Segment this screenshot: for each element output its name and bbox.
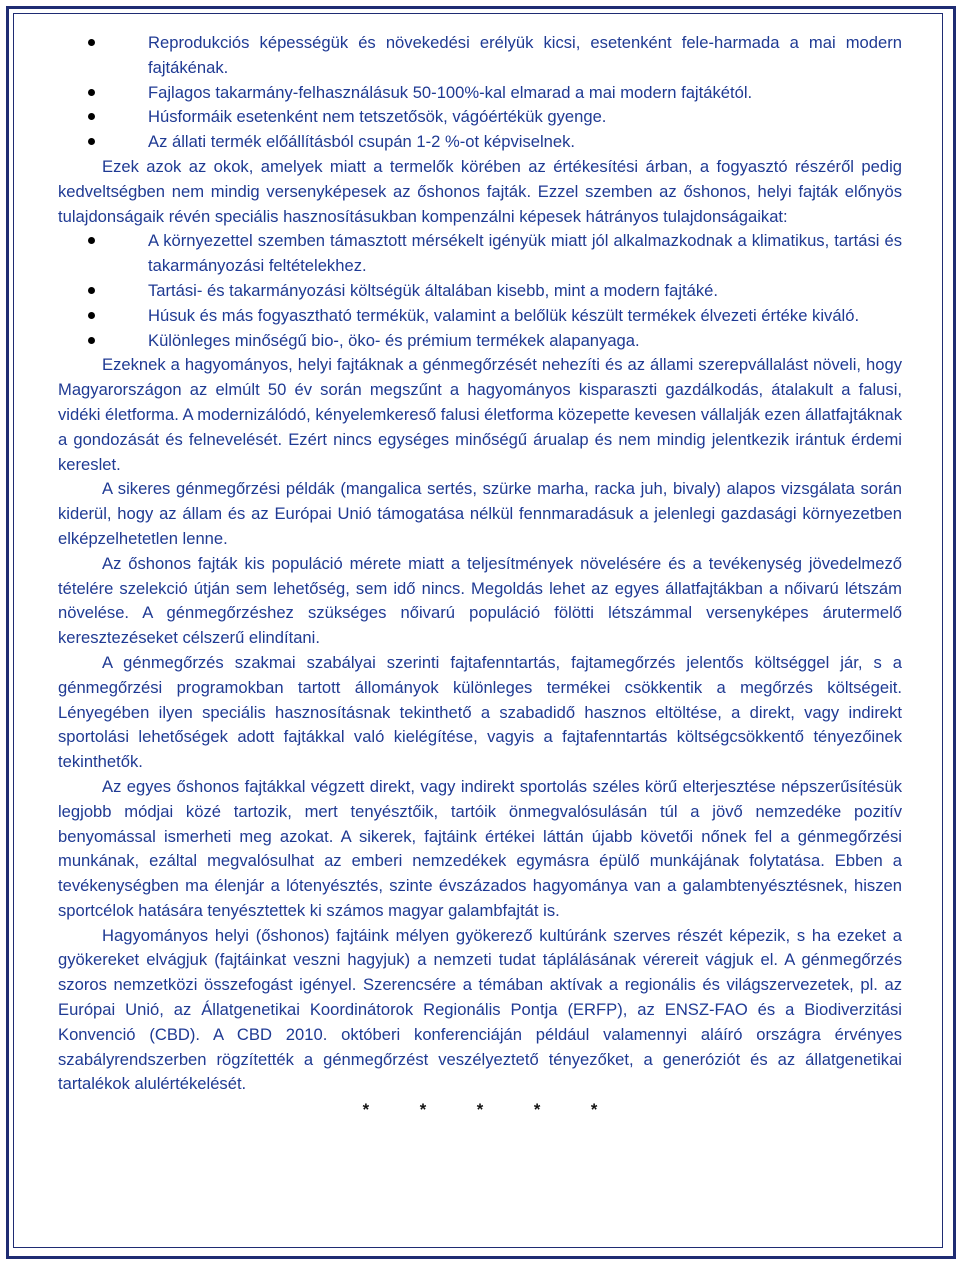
paragraph: Az egyes őshonos fajtákkal végzett direkt, vagy indirekt sportolás széles körű elterjesztése népszerűsítésük legjobb módjai közé tartozik, mert tenyésztőik, tartóik önmegvalósulásán túl a jövő nemzedéke pozitív benyomással ismerheti meg azokat. A sikerek, fajtáink értékei láttán újabb követői nőnek fel a génmegőrzési munkának, ezáltal megvalósulhat az emberi nemzedékek egymásra épülő munkájának folytatása. Ebben a tevékenységben ma élenjár a lótenyésztés, szinte évszázados hagyománya van a galambtenyésztésnek, hiszen sportcélok hatására tenyésztettek ki számos magyar galambfajtát is. [58,776,902,920]
bullet-icon [88,337,95,344]
list-item: A környezettel szemben támasztott mérsékelt igényük miatt jól alkalmazkodnak a klimatikus, tartási és takarmányozási feltételekhez. [58,229,902,279]
disadvantages-list [58,31,902,155]
list-item: Tartási- és takarmányozási költségük általában kisebb, mint a modern fajtáké. [58,279,902,304]
advantages-list [58,229,902,353]
section-separator: * * * * * [362,1100,598,1120]
bullet-icon [88,138,95,145]
paragraph: A génmegőrzés szakmai szabályai szerinti fajtafenntartás, fajtamegőrzés jelentős költséggel jár, s a génmegőrzési programokban tartott állományok különleges termékei csökkentik a megőrzés költségeit. Lényegében ilyen speciális hasznosításnak tekinthető a szabadidő hasznos eltöltése, a direkt, vagy indirekt sportolási lehetőségek adott fajtákkal való kielégítése, vagyis a fajtafenntartás költségcsökkentő tényezőinek tekinthetők. [58,652,902,772]
bullet-icon [88,287,95,294]
paragraph: A sikeres génmegőrzési példák (mangalica sertés, szürke marha, racka juh, bivaly) alapos vizsgálata során kiderül, hogy az állam és az Európai Unió támogatása nélkül fennmaradásuk a jelenlegi gazdasági környezetben elképzelhetetlen lenne. [58,479,902,548]
paragraph: Az őshonos fajták kis populáció mérete miatt a teljesítmények növelésére és a tevékenység jövedelmező tételére szelekció útján sem lehetőség, sem idő nincs. Megoldás lehet az egyes állatfajtákban a nőivarú létszám növelése. A génmegőrzéshez szükséges nőivarú populáció fölötti létszámmal versenyképes árutermelő keresztezéseket célszerű elindítani. [58,553,902,648]
paragraph: Ezeknek a hagyományos, helyi fajtáknak a génmegőrzését nehezíti és az állami szerepvállalást növeli, hogy Magyarországon az elmúlt 50 év során megszűnt a hagyományos kisparaszti gazdálkodás, átalakult a falusi, vidéki életforma. A modernizálódó, kényelemkereső falusi életforma közepette kevesen vállalják ezen állatfajtáknak a gondozását és felnevelését. Ezért nincs egységes minőségű árualap és nem mindig jelentkezik irántuk érdemi kereslet. [58,355,902,474]
bullet-icon [88,113,95,120]
bullet-icon [88,237,95,244]
list-item: Fajlagos takarmány-felhasználásuk 50-100%-kal elmarad a mai modern fajtákétól. [58,81,902,106]
list-item: Húsformáik esetenként nem tetszetősök, vágóértékük gyenge. [58,105,902,130]
bullet-icon [88,312,95,319]
paragraph: Hagyományos helyi (őshonos) fajtáink mélyen gyökerező kultúránk szerves részét képezik, s ha ezeket a gyökereket elvágjuk (fajtáinkat veszni hagyjuk) a nemzeti tudat táplálásának vérereit vágjuk el. A génmegőrzés szoros nemzetközi összefogást igényel. Szerencsére a témában aktívak a regionális és világszervezetek, pl. az Európai Unió, az Állatgenetikai Koordinátorok Regionális Pontja (ERFP), az ENSZ-FAO és a Biodiverzitási Konvenció (CBD). A CBD 2010. októberi konferenciáján például valamennyi aláíró országra érvényes szabályrendszerben rögzítették a génmegőrzést veszélyeztető tényezőket, a generóziót és az állatgenetikai tartalékok alulértékelését. [58,925,902,1094]
list-item: Különleges minőségű bio-, öko- és prémium termékek alapanyaga. [58,329,902,354]
bullet-icon [88,89,95,96]
list-item: Húsuk és más fogyasztható termékük, valamint a belőlük készült termékek élvezeti értéke kiváló. [58,304,902,329]
paragraph: Ezek azok az okok, amelyek miatt a termelők körében az értékesítési árban, a fogyasztó részéről pedig kedveltségben nem mindig versenyképesek az őshonos fajták. Ezzel szemben az őshonos, helyi fajták előnyös tulajdonságaik révén speciális hasznosításukban kompenzálni képesek hátrányos tulajdonságaikat: [58,156,902,226]
bullet-icon [88,39,95,46]
list-item: Reprodukciós képességük és növekedési erélyük kicsi, esetenként fele-harmada a mai modern fajtákénak. [58,31,902,81]
document-body [58,31,902,1123]
list-item: Az állati termék előállításból csupán 1-2 %-ot képviselnek. [58,130,902,155]
